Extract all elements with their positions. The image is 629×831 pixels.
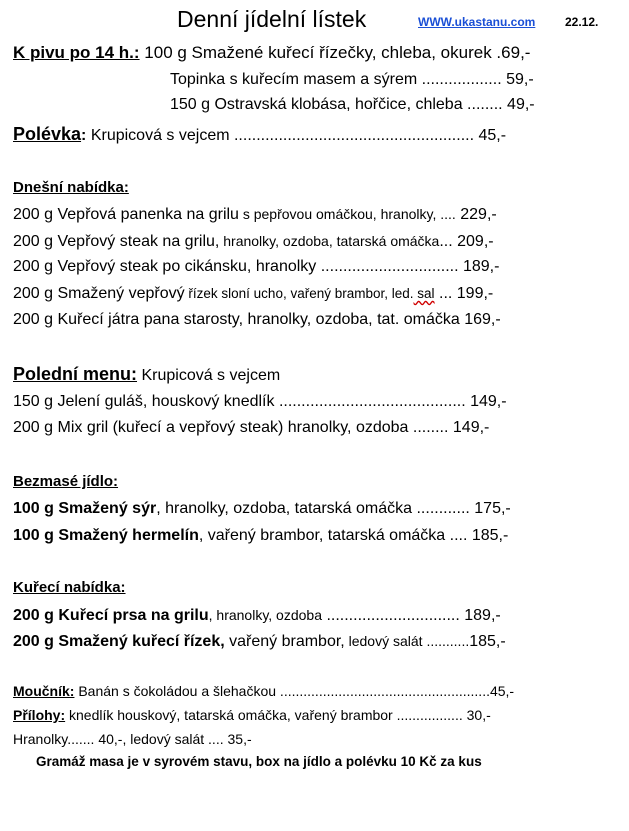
dnesni-item-4-spellcheck: sal: [413, 286, 435, 301]
dnesni-item-2: [13, 231, 494, 252]
bezmase-item-1-name: 100 g Smažený sýr: [13, 500, 157, 517]
prilohy-row-2: Hranolky....... 40,-, ledový salát .... 35,-: [13, 731, 252, 747]
kureci-item-1-name: 200 g Kuřecí prsa na grilu: [13, 607, 209, 624]
dnesni-item-1: [13, 204, 497, 225]
dnesni-item-1-main: 200 g Vepřová panenka na grilu: [13, 206, 239, 223]
moucnik-row: [13, 682, 514, 700]
dnesni-item-2-price: ... 209,-: [439, 233, 494, 250]
kureci-item-2-small: ledový salát ...........: [344, 633, 470, 649]
kureci-item-1: [13, 605, 501, 626]
poledni-item-1: 150 g Jelení guláš, houskový knedlík .......................................... 149,-: [13, 393, 507, 410]
k-pivu-item-1: 100 g Smažené kuřecí řízečky, chleba, okurek .69,-: [144, 43, 531, 62]
dnesni-item-1-small: s pepřovou omáčkou, hranolky, ....: [238, 206, 456, 222]
polevka-colon: :: [81, 127, 87, 144]
page-title: Denní jídelní lístek: [177, 6, 367, 32]
dnesni-item-4: [13, 284, 493, 304]
poledni-heading: Polední menu:: [13, 364, 138, 384]
dnesni-item-1-price: 229,-: [455, 206, 497, 223]
polevka-row: [13, 124, 506, 146]
bezmase-item-2-rest: , vařený brambor, tatarská omáčka .... 185,-: [198, 527, 509, 544]
poledni-row: [13, 364, 280, 386]
dnesni-item-4-small: řízek sloní ucho, vařený brambor, led.: [184, 286, 414, 301]
moucnik-label: Moučník:: [13, 683, 75, 699]
website-link[interactable]: WWW.ukastanu.com: [418, 15, 536, 29]
dnesni-item-2-main: 200 g Vepřový steak na grilu,: [13, 233, 220, 250]
k-pivu-label: K pivu po 14 h.:: [13, 43, 140, 62]
prilohy-text: knedlík houskový, tatarská omáčka, vařený brambor ................. 30,-: [65, 707, 491, 723]
dnesni-item-4-main: 200 g Smažený vepřový: [13, 285, 185, 302]
prilohy-label: Přílohy:: [13, 707, 66, 723]
dnesni-item-4-price: ... 199,-: [434, 285, 494, 302]
kureci-item-2-name: 200 g Smažený kuřecí řízek,: [13, 633, 225, 650]
kureci-item-1-rest: .............................. 189,-: [322, 607, 501, 624]
prilohy-row: [13, 706, 491, 724]
poledni-item-2: 200 g Mix gril (kuřecí a vepřový steak) hranolky, ozdoba ........ 149,-: [13, 419, 490, 436]
bezmase-item-2-name: 100 g Smažený hermelín: [13, 527, 199, 544]
kureci-heading: Kuřecí nabídka:: [13, 579, 126, 596]
bezmase-item-1-rest: , hranolky, ozdoba, tatarská omáčka ............ 175,-: [156, 500, 511, 517]
dnesni-item-3: 200 g Vepřový steak po cikánsku, hranolky ............................... 189,-: [13, 258, 500, 275]
k-pivu-item-2: Topinka s kuřecím masem a sýrem .................. 59,-: [170, 71, 534, 88]
kureci-item-1-small: , hranolky, ozdoba: [208, 607, 322, 623]
bezmase-item-2: [13, 526, 508, 546]
k-pivu-item-3: 150 g Ostravská klobása, hořčice, chleba ........ 49,-: [170, 96, 535, 113]
bezmase-item-1: [13, 499, 511, 519]
k-pivu-row-1: [13, 43, 530, 63]
polevka-text: Krupicová s vejcem ...................................................... 45,-: [86, 127, 507, 144]
kureci-item-2-mid: vařený brambor,: [224, 633, 345, 650]
polevka-label: Polévka: [13, 124, 82, 144]
poledni-soup: Krupicová s vejcem: [137, 367, 281, 384]
dnesni-item-2-small: tatarská omáčka: [332, 233, 440, 249]
menu-date: 22.12.: [565, 15, 599, 29]
dnesni-heading: Dnešní nabídka:: [13, 179, 129, 196]
kureci-item-2-price: 185,-: [469, 633, 506, 650]
dnesni-item-2-mid: hranolky, ozdoba,: [219, 233, 333, 249]
footer-note: Gramáž masa je v syrovém stavu, box na jídlo a polévku 10 Kč za kus: [36, 754, 482, 769]
dnesni-item-5: 200 g Kuřecí játra pana starosty, hranolky, ozdoba, tat. omáčka 169,-: [13, 311, 501, 328]
kureci-item-2: [13, 631, 506, 652]
moucnik-text: Banán s čokoládou a šlehačkou ......................................................45,-: [74, 683, 515, 699]
bezmase-heading: Bezmasé jídlo:: [13, 473, 119, 490]
